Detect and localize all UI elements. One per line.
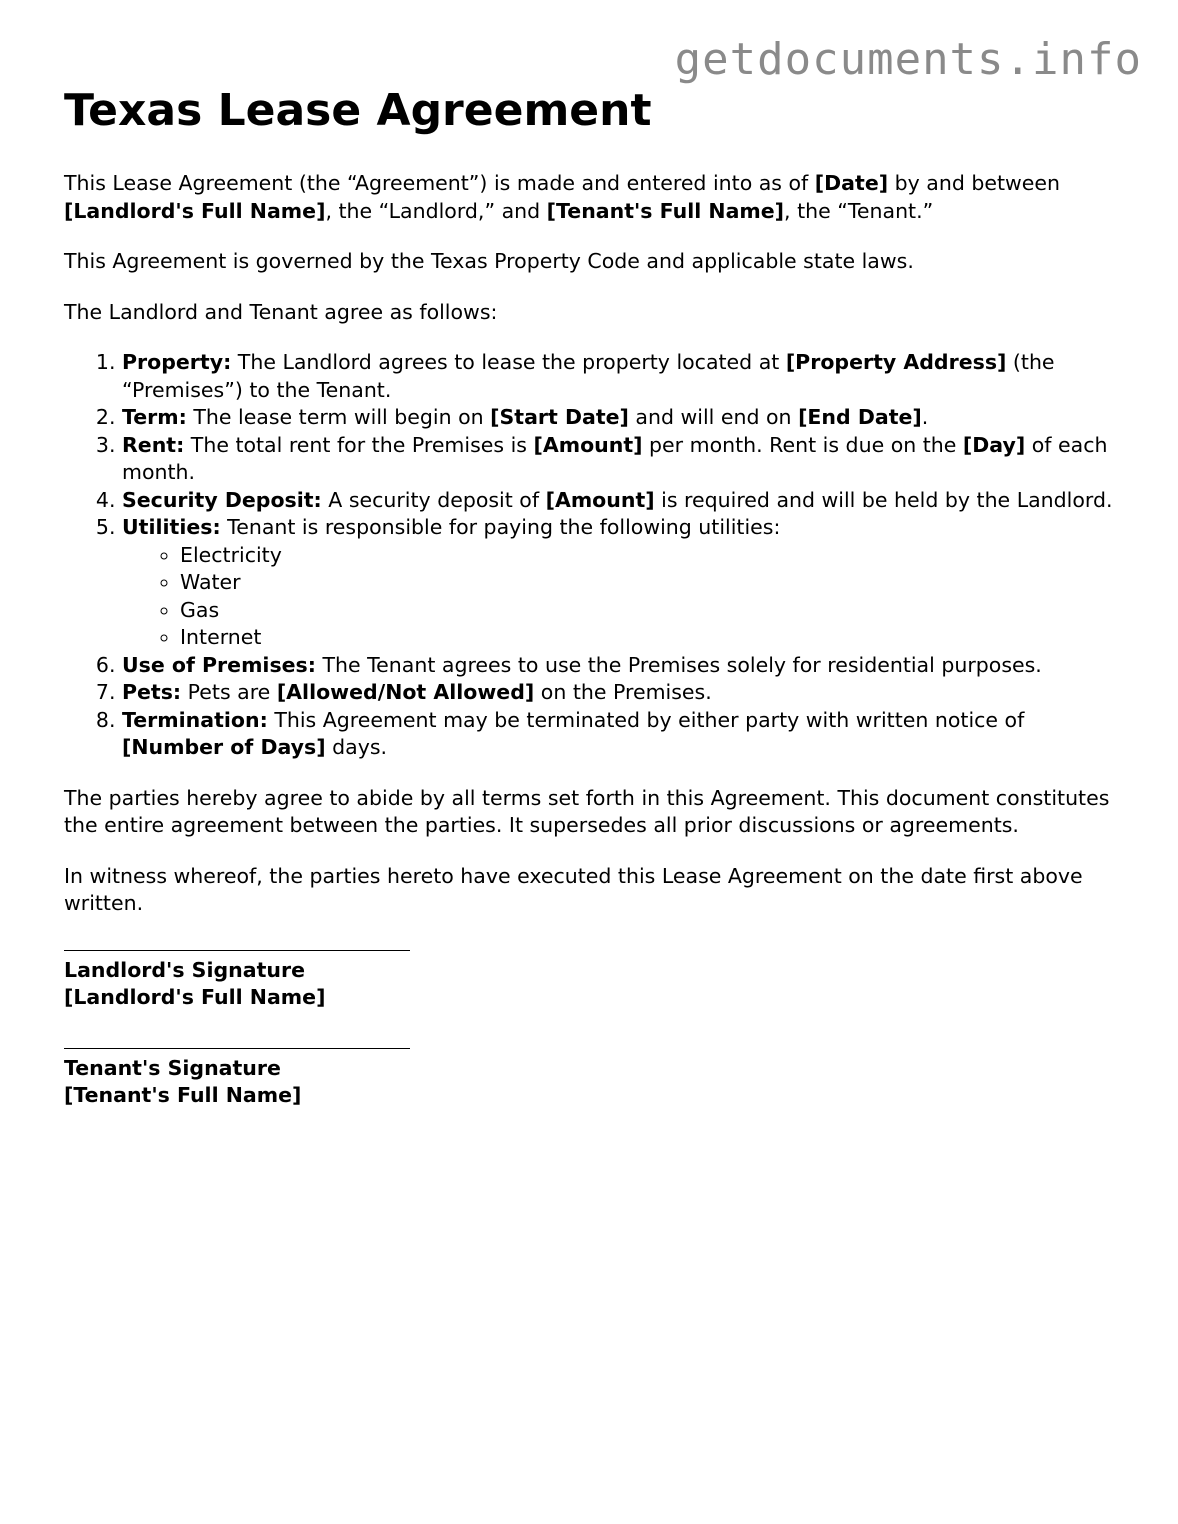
term-item-rent [122, 432, 1124, 487]
term-text: The lease term will begin on [186, 405, 491, 429]
deposit-amount-field: [Amount] [545, 487, 655, 512]
tenant-full-name: [Tenant's Full Name] [64, 1083, 302, 1107]
term-item-term [122, 404, 1124, 432]
landlord-signature-block [64, 950, 1124, 1012]
term-item-termination [122, 707, 1124, 762]
term-label: Rent: [122, 432, 185, 457]
end-date-field: [End Date] [798, 405, 922, 429]
terms-list [64, 349, 1124, 762]
term-item-deposit [122, 487, 1124, 515]
term-text: . [921, 405, 929, 429]
tenant-signature-label: Tenant's Signature [64, 1055, 281, 1080]
term-text: (the “Premises”) to the Tenant. [122, 350, 1055, 402]
term-label: Termination: [122, 707, 268, 732]
term-text: is required and will be held by the Landlord. [654, 487, 1113, 512]
abide-paragraph: The parties hereby agree to abide by all terms set forth in this Agreement. This document constitutes the entire agreement between the parties. It supersedes all prior discussions or agreements. [64, 785, 1110, 837]
intro-text-3: , the “Landlord,” and [325, 198, 547, 223]
term-text: The Landlord agrees to lease the property located at [231, 350, 786, 374]
utility-item: ◦ Electricity [180, 542, 1124, 570]
agree-paragraph: The Landlord and Tenant agree as follows: [64, 299, 498, 324]
term-text: of each month. [122, 432, 1108, 484]
term-item-property [122, 349, 1124, 404]
tenant-signature-block [64, 1048, 1124, 1110]
rent-amount-field: [Amount] [533, 432, 643, 457]
term-label: Utilities: [122, 515, 221, 539]
intro-paragraph [64, 170, 1124, 225]
landlord-name-field: [Landlord's Full Name] [64, 198, 326, 223]
term-item-pets [122, 679, 1124, 707]
term-label: Security Deposit: [122, 487, 322, 512]
notice-days-field: [Number of Days] [122, 735, 326, 759]
utilities-list [122, 542, 1124, 652]
document-title: Texas Lease Agreement [64, 85, 652, 136]
intro-text-2: by and between [888, 171, 1061, 195]
witness-paragraph: In witness whereof, the parties hereto have executed this Lease Agreement on the date first above written. [64, 863, 1083, 915]
term-text: Pets are [181, 680, 277, 704]
rent-day-field: [Day] [962, 432, 1026, 457]
term-text: Tenant is responsible for paying the following utilities: [220, 515, 781, 539]
term-label: Use of Premises: [122, 652, 316, 677]
utility-item: ◦ Gas [180, 597, 1124, 625]
term-text: The Tenant agrees to use the Premises solely for residential purposes. [315, 652, 1042, 677]
term-label: Term: [122, 405, 187, 429]
term-text: and will end on [628, 405, 799, 429]
intro-text-1: This Lease Agreement (the “Agreement”) is made and entered into as of [64, 171, 815, 195]
landlord-signature-label: Landlord's Signature [64, 957, 305, 982]
pets-field: [Allowed/Not Allowed] [276, 680, 535, 704]
watermark: getdocuments.info [674, 34, 1142, 85]
date-field: [Date] [814, 171, 889, 195]
term-text: This Agreement may be terminated by either party with written notice of [267, 707, 1025, 732]
tenant-name-field: [Tenant's Full Name] [546, 198, 785, 223]
property-address-field: [Property Address] [785, 350, 1007, 374]
term-label: Property: [122, 350, 232, 374]
term-label: Pets: [122, 680, 182, 704]
term-item-utilities [122, 514, 1124, 652]
document-page [64, 84, 1124, 1110]
start-date-field: [Start Date] [490, 405, 629, 429]
term-item-use [122, 652, 1124, 680]
governed-paragraph: This Agreement is governed by the Texas Property Code and applicable state laws. [64, 249, 914, 273]
term-text: The total rent for the Premises is [184, 432, 534, 457]
term-text: A security deposit of [321, 487, 546, 512]
term-text: on the Premises. [534, 680, 712, 704]
tenant-signature-line[interactable] [64, 1048, 410, 1049]
term-text: per month. Rent is due on the [642, 432, 963, 457]
utility-item: ◦ Water [180, 569, 1124, 597]
landlord-signature-line[interactable] [64, 950, 410, 951]
utility-item: ◦ Internet [180, 624, 1124, 652]
term-text: days. [325, 735, 388, 759]
landlord-full-name: [Landlord's Full Name] [64, 985, 326, 1009]
intro-text-4: , the “Tenant.” [784, 198, 934, 223]
